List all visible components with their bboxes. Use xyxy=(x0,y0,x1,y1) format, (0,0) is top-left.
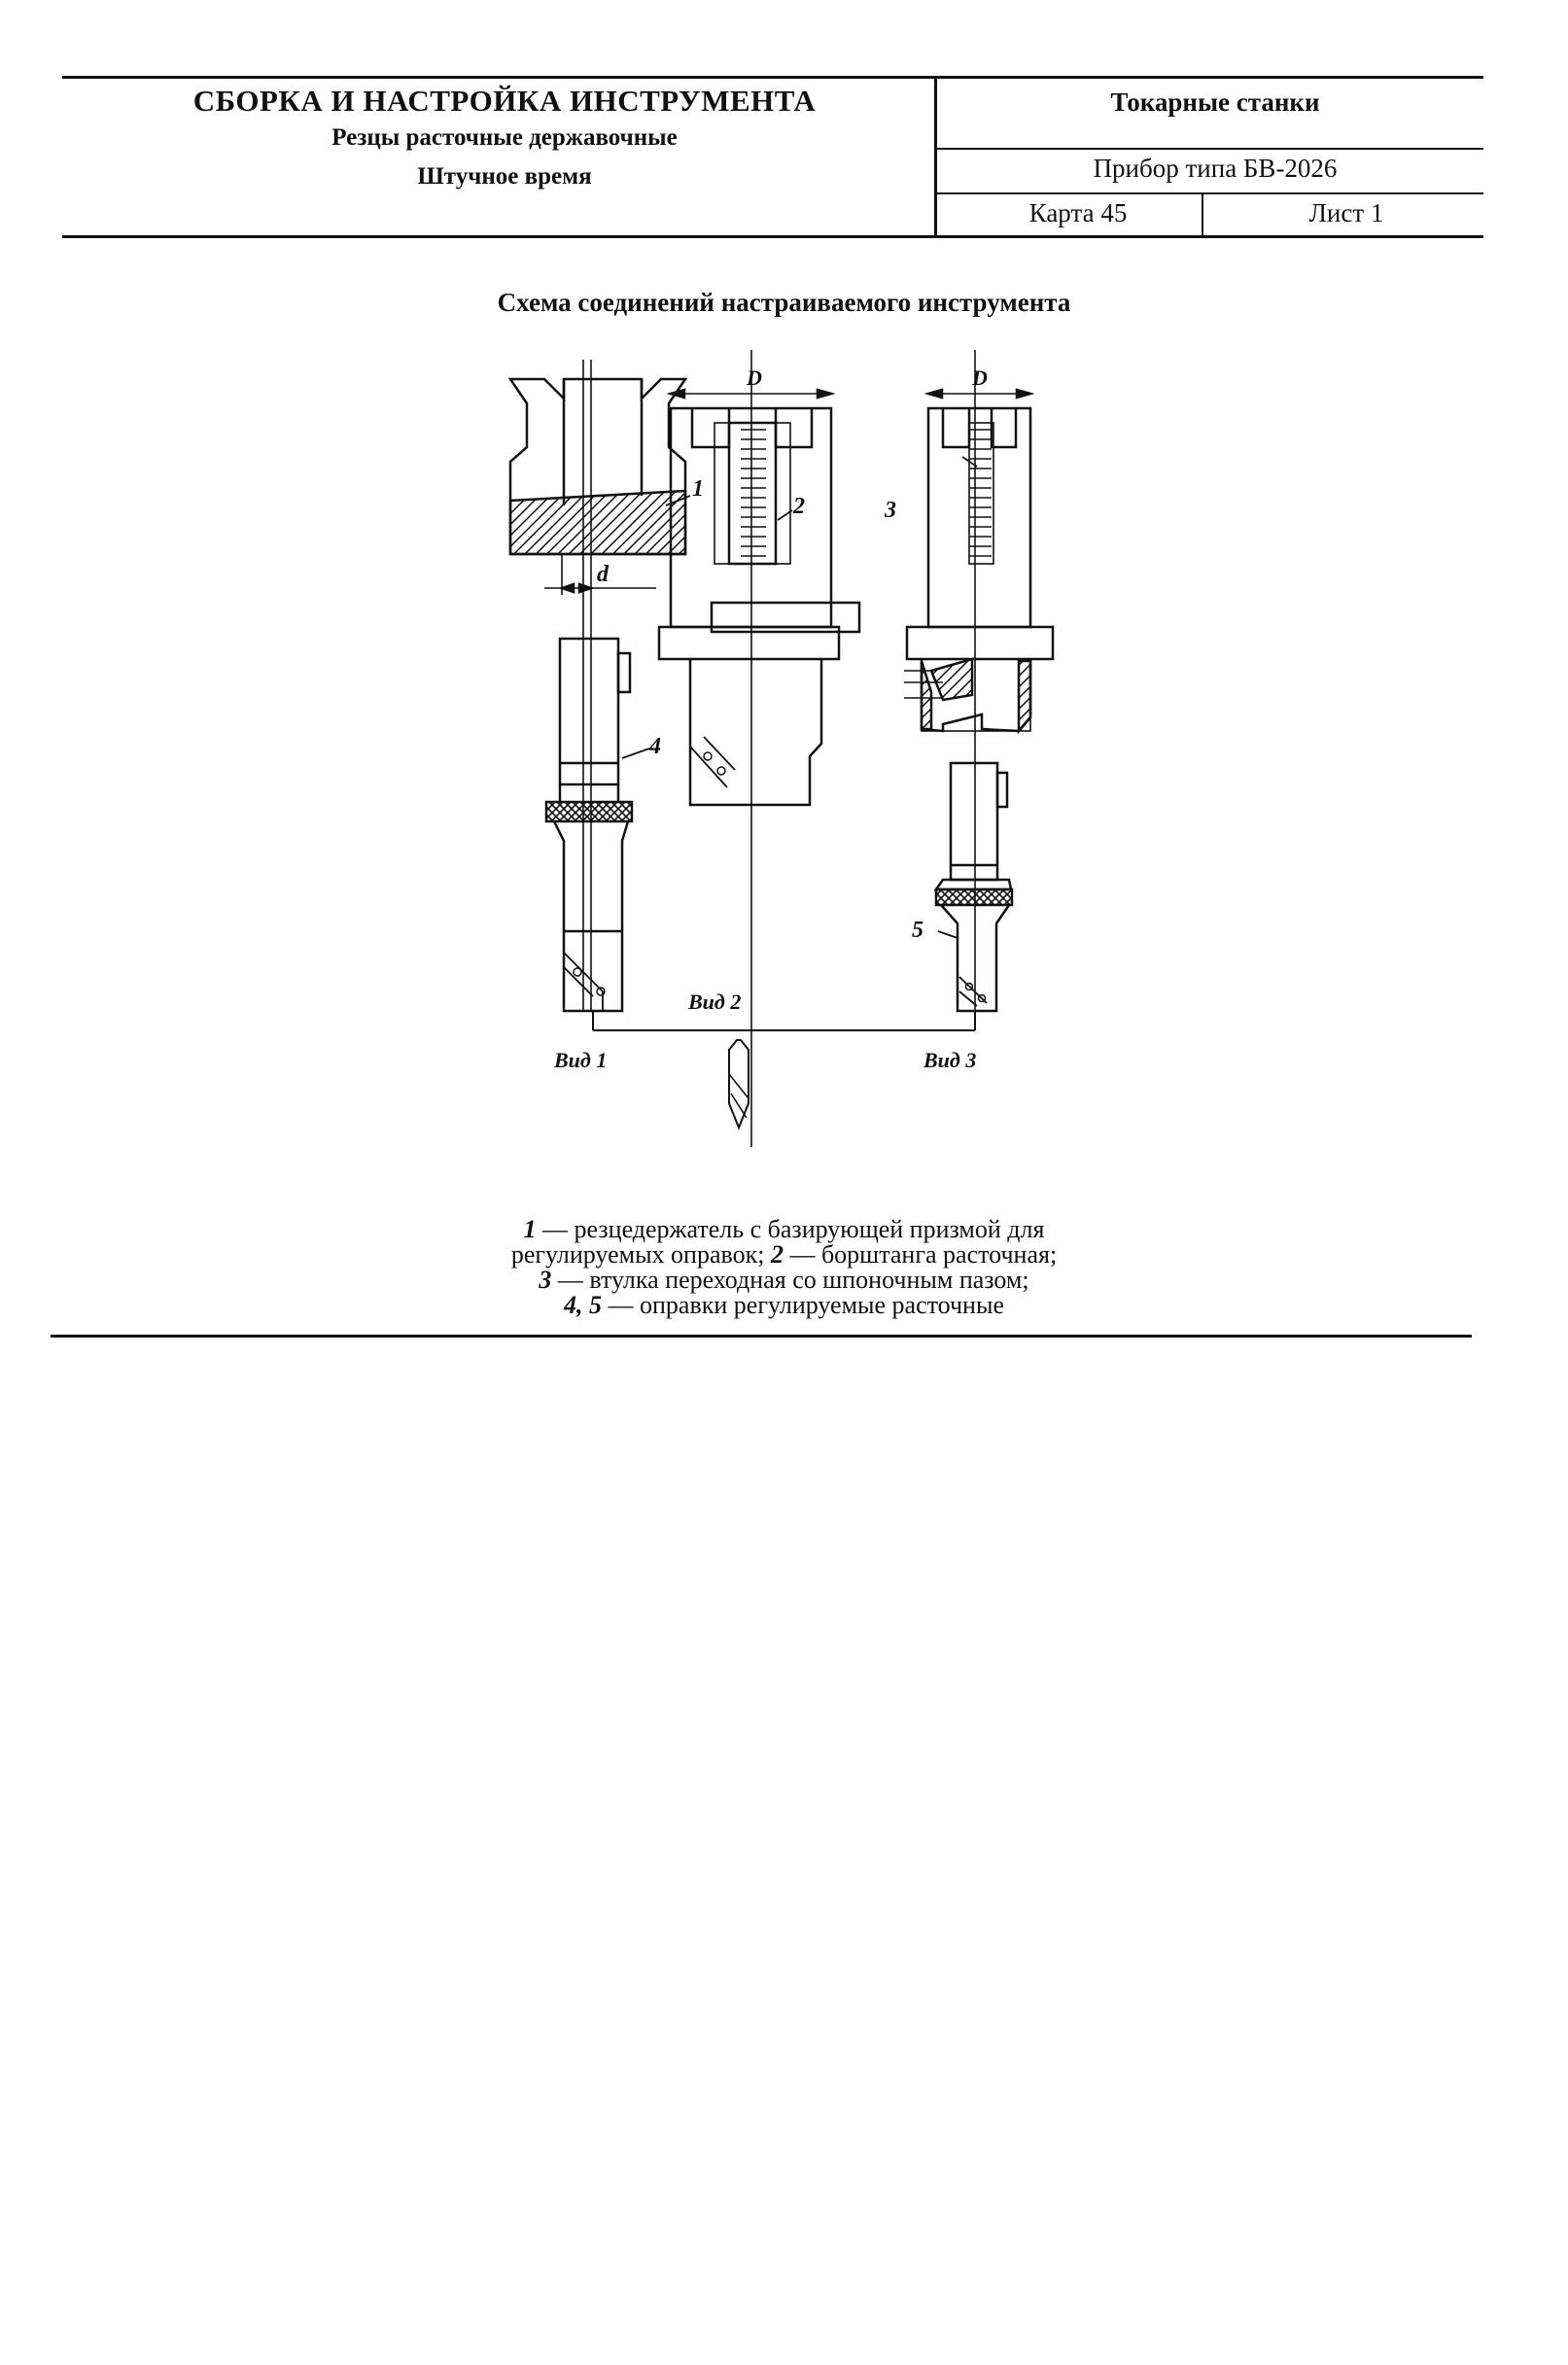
caption-text-1: — резцедержатель с базирующей призмой для xyxy=(536,1215,1045,1243)
view-3-label: Вид 3 xyxy=(923,1048,977,1072)
caption-text-4: — оправки регулируемые расточные xyxy=(602,1291,1004,1319)
view-2-label: Вид 2 xyxy=(688,990,742,1014)
caption-text-2b: — борштанга расточная; xyxy=(783,1240,1058,1269)
callout-1: 1 xyxy=(692,476,704,502)
boring-bar-2 xyxy=(659,350,859,1147)
callout-2: 2 xyxy=(793,494,805,519)
view-1-label: Вид 1 xyxy=(554,1048,608,1072)
dim-D-label-3: D xyxy=(972,365,988,390)
caption-num-2: 2 xyxy=(770,1240,784,1269)
tool-holder-1 xyxy=(510,360,685,1011)
header-bottom-rule xyxy=(62,235,1483,238)
view-connector xyxy=(593,1011,975,1128)
header-right-rule-2 xyxy=(937,192,1483,194)
caption-line-2 xyxy=(0,1242,1568,1268)
mandrel-4 xyxy=(546,639,649,1011)
adapter-sleeve-3 xyxy=(904,390,1053,731)
callout-5: 5 xyxy=(912,918,923,943)
sheet-number: Лист 1 xyxy=(1308,198,1384,227)
caption-text-2a: регулируемых оправок; xyxy=(510,1240,771,1269)
card-number: Карта 45 xyxy=(1028,198,1128,227)
caption-num-3: 3 xyxy=(539,1266,552,1294)
header-right-rule-1 xyxy=(937,148,1483,150)
callout-4: 4 xyxy=(649,734,661,759)
dim-d-label: d xyxy=(597,562,609,587)
header-top-rule xyxy=(62,76,1483,79)
scheme-title: Схема соединений настраиваемого инструмента xyxy=(497,288,1071,317)
tool-connection-drawing xyxy=(486,350,1089,1166)
device-type: Прибор типа БВ-2026 xyxy=(1093,154,1338,183)
caption-line-4 xyxy=(0,1293,1568,1318)
bottom-rule xyxy=(51,1335,1472,1338)
figure-caption xyxy=(0,1217,1568,1318)
caption-text-3: — втулка переходная со шпоночным пазом; xyxy=(551,1266,1029,1294)
document-subtitle-2: Штучное время xyxy=(417,163,592,190)
caption-line-1 xyxy=(0,1217,1568,1242)
callout-3: 3 xyxy=(885,498,896,523)
machine-type: Токарные станки xyxy=(1110,87,1320,117)
caption-num-4: 4, 5 xyxy=(564,1291,603,1319)
header-block xyxy=(62,76,1483,239)
document-title: СБОРКА И НАСТРОЙКА ИНСТРУМЕНТА xyxy=(192,84,817,118)
caption-num-1: 1 xyxy=(523,1215,537,1243)
caption-line-3 xyxy=(0,1268,1568,1293)
dim-D-label-2: D xyxy=(747,365,762,390)
document-subtitle: Резцы расточные державочные xyxy=(331,124,678,151)
